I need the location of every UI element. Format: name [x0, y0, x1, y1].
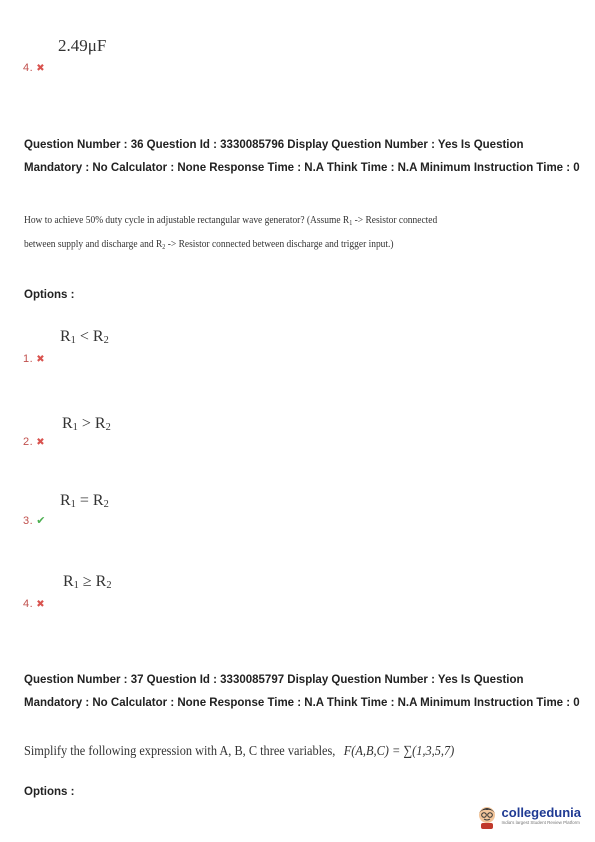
option-number: 3.	[23, 515, 34, 527]
question-36-header: Question Number : 36 Question Id : 3330085796 Display Question Number : Yes Is Question Mandatory : No Calculator : None Response Time : N.A Think Time : N.A Minimum Instruction Time : 0	[24, 139, 580, 174]
option-3-value: $R_1 = R_2$	[60, 492, 109, 510]
wrong-icon: ✖	[36, 63, 45, 74]
option-4-value-q36: $R_1 \ge R_2$	[63, 573, 112, 591]
option-number: 1.	[23, 353, 34, 365]
question-36-text-line2: between supply and discharge and $R_2$ -> Resistor connected between discharge and trigger input.)	[24, 238, 394, 251]
option-number: 4.	[23, 598, 34, 610]
option-4-label-q36[interactable]	[23, 594, 45, 612]
option-number: 4.	[23, 62, 34, 74]
question-37-statement: Simplify the following expression with A, B, C three variables,	[24, 744, 336, 759]
option-4-label	[23, 58, 45, 76]
question-37-text	[24, 744, 454, 760]
option-2-value: $R_1 > R_2$	[62, 415, 111, 433]
mascot-icon	[476, 803, 498, 829]
option-1-value: $R_1 < R_2$	[60, 328, 109, 346]
option-4-value: 2.49μF	[58, 36, 107, 55]
options-label-q37: Options :	[24, 786, 75, 798]
correct-icon: ✔	[36, 515, 46, 527]
logo-tagline: India's largest Student Review Platform	[501, 820, 580, 825]
question-37-header: Question Number : 37 Question Id : 3330085797 Display Question Number : Yes Is Question Mandatory : No Calculator : None Response Time : N.A Think Time : N.A Minimum Instruction Time : 0	[24, 674, 580, 709]
option-3-label[interactable]	[23, 511, 45, 529]
option-number: 2.	[23, 436, 34, 448]
wrong-icon: ✖	[36, 599, 45, 610]
option-1-label[interactable]	[23, 349, 45, 367]
question-37-expression: F(A,B,C) = ∑(1,3,5,7)	[343, 744, 455, 759]
collegedunia-logo	[476, 803, 581, 829]
question-36-text-line1: How to achieve 50% duty cycle in adjustable rectangular wave generator? (Assume $R_1$ -> Resistor connected	[24, 214, 438, 227]
wrong-icon: ✖	[36, 437, 45, 448]
options-label: Options :	[24, 289, 75, 301]
option-2-label[interactable]	[23, 432, 45, 450]
question-36-text	[24, 210, 574, 258]
wrong-icon: ✖	[36, 354, 45, 365]
logo-name: collegedunia	[501, 805, 581, 820]
